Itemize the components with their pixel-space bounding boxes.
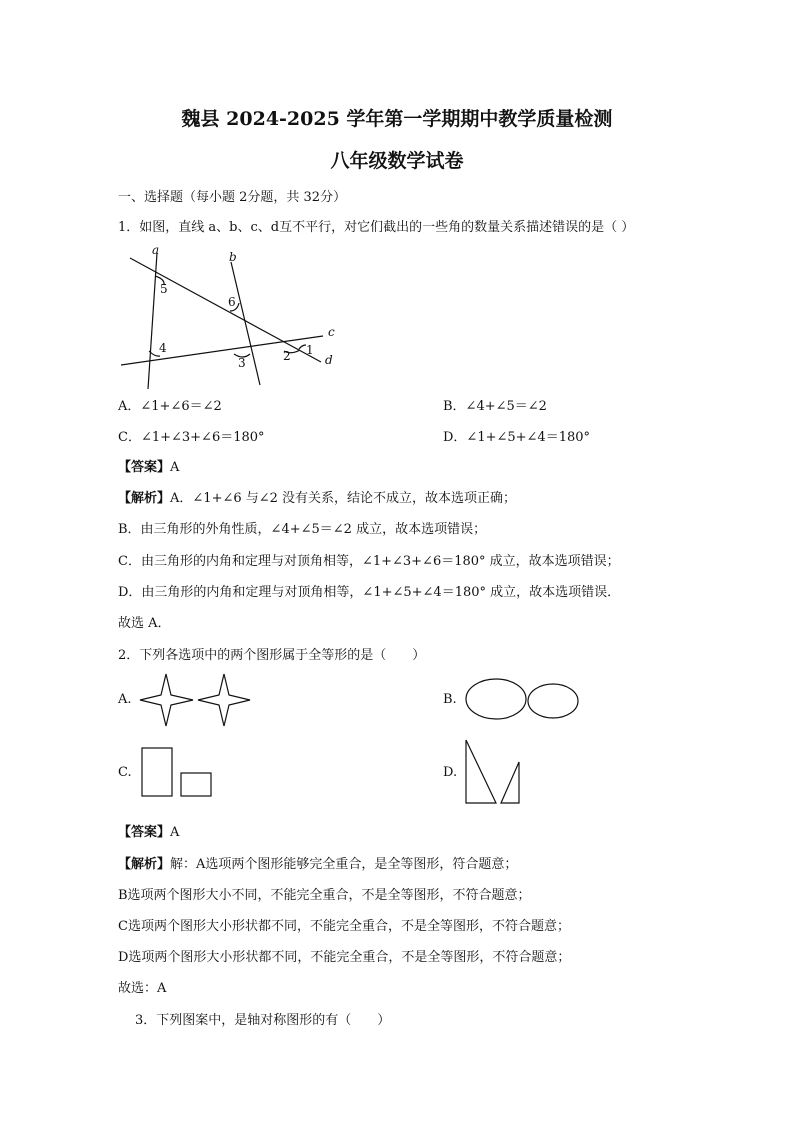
label-4: 4 <box>159 341 167 355</box>
q1-stem: 1．如图，直线 a、b、c、d互不平行，对它们截出的一些角的数量关系描述错误的是（ ） <box>118 220 635 235</box>
answer-value: A <box>170 460 180 475</box>
q1-option-c: C．∠1+∠3+∠6＝180° <box>118 430 265 445</box>
page-title: 魏县 2024-2025 学年第一学期期中教学质量检测 <box>181 108 613 130</box>
analysis-text: A．∠1+∠6 与∠2 没有关系，结论不成立，故本选项正确； <box>170 491 517 506</box>
analysis-tag: 【解析】 <box>118 491 171 506</box>
q2-stem: 2．下列各选项中的两个图形属于全等形的是（ ） <box>118 648 426 663</box>
label-d: d <box>325 353 333 367</box>
label-c: c <box>328 325 335 339</box>
right-triangle-shape <box>466 740 496 803</box>
rectangle-shape <box>142 748 172 796</box>
q3-stem: 3．下列图案中，是轴对称图形的有（ ） <box>135 1013 391 1028</box>
q2-analysis-line: B选项两个图形大小不同，不能完全重合，不是全等图形，不符合题意； <box>118 888 531 903</box>
answer-value: A <box>170 825 180 840</box>
four-point-star-shape <box>140 674 193 726</box>
q1-option-a: A．∠1+∠6＝∠2 <box>118 399 222 414</box>
answer-tag: 【答案】 <box>118 460 171 475</box>
q2-analysis-line: 故选：A <box>118 981 167 996</box>
q2-answer <box>118 821 179 840</box>
four-point-star-shape <box>198 674 250 726</box>
q1-analysis-line: B．由三角形的外角性质，∠4+∠5＝∠2 成立，故本选项错误； <box>118 522 487 537</box>
q2-option-a-label: A. <box>118 692 132 707</box>
q1-option-b: B．∠4+∠5＝∠2 <box>443 399 547 414</box>
q2-analysis-line <box>118 853 517 872</box>
q2-option-d-label: D. <box>443 765 458 780</box>
q1-analysis-line: 故选 A． <box>118 616 171 631</box>
right-triangle-shape <box>501 762 519 803</box>
label-6: 6 <box>228 295 236 309</box>
label-3: 3 <box>238 356 246 370</box>
section-heading: 一、选择题（每小题 2分题，共 32分） <box>118 190 347 205</box>
analysis-tag: 【解析】 <box>118 857 171 872</box>
q1-analysis-line: C．由三角形的内角和定理与对顶角相等，∠1+∠3+∠6＝180° 成立，故本选项错误； <box>118 554 620 569</box>
q1-analysis-line: D．由三角形的内角和定理与对顶角相等，∠1+∠5+∠4＝180° 成立，故本选项错误． <box>118 585 621 600</box>
q2-analysis-line: C选项两个图形大小形状都不同，不能完全重合，不是全等图形，不符合题意； <box>118 919 570 934</box>
page-subtitle: 八年级数学试卷 <box>330 150 464 172</box>
label-1: 1 <box>306 343 314 357</box>
q2-option-b-label: B. <box>443 692 457 707</box>
rectangle-shape <box>181 773 211 796</box>
q2-option-c-label: C. <box>118 765 132 780</box>
q2-analysis-line: D选项两个图形大小形状都不同，不能完全重合，不是全等图形，不符合题意； <box>118 950 571 965</box>
answer-tag: 【答案】 <box>118 825 171 840</box>
label-2: 2 <box>283 349 291 363</box>
ellipse-shape <box>528 684 578 718</box>
q1-option-d: D．∠1+∠5+∠4＝180° <box>443 430 591 445</box>
analysis-text: 解：A选项两个图形能够完全重合，是全等图形，符合题意； <box>170 857 518 872</box>
label-b: b <box>229 250 237 264</box>
label-5: 5 <box>160 282 168 296</box>
ellipse-shape <box>466 679 526 719</box>
label-a: a <box>152 243 160 257</box>
